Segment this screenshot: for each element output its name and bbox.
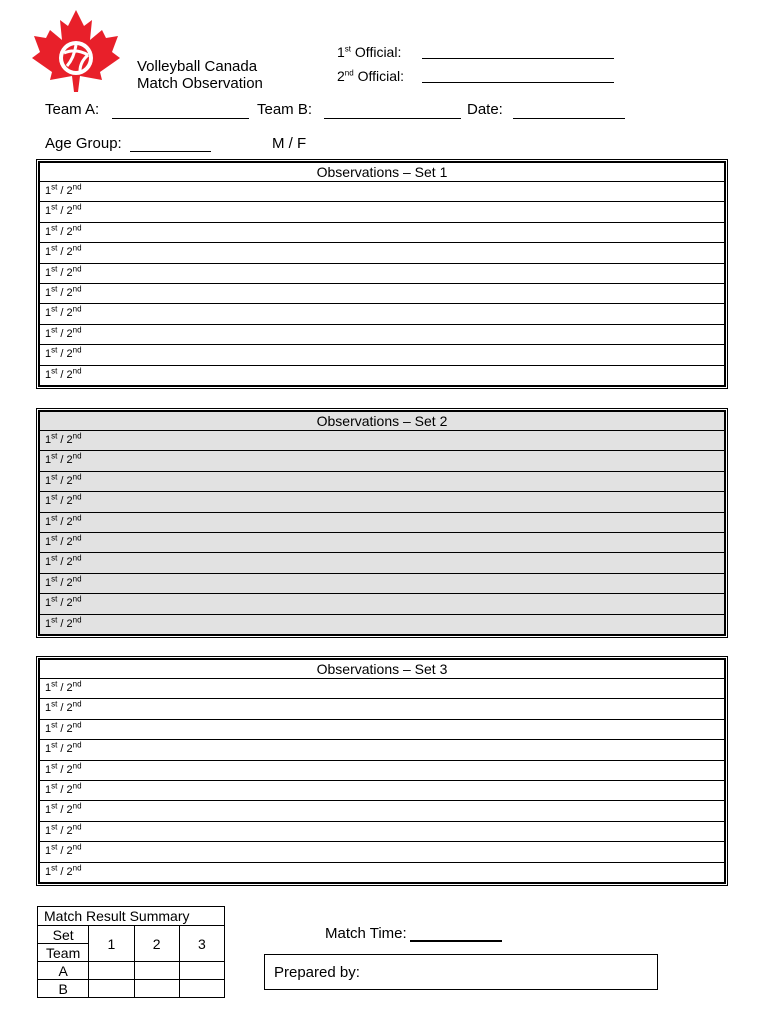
observations-set-3 — [38, 658, 726, 884]
second-official-label: 2nd Official: — [337, 68, 405, 84]
observation-row[interactable] — [40, 552, 724, 572]
referee-label: 1st / 2nd — [45, 614, 82, 630]
score-cell[interactable] — [89, 962, 134, 980]
set-title: Observations – Set 1 — [316, 164, 448, 180]
observation-row[interactable] — [40, 719, 724, 739]
observation-row[interactable] — [40, 512, 724, 532]
observation-row[interactable] — [40, 222, 724, 242]
observations-set-2 — [38, 410, 726, 636]
referee-label: 1st / 2nd — [45, 472, 82, 487]
referee-label: 1st / 2nd — [45, 451, 82, 467]
referee-label: 1st / 2nd — [45, 492, 82, 508]
referee-label: 1st / 2nd — [45, 822, 82, 837]
summary-set-number: 2 — [134, 926, 179, 962]
summary-team-label: Team — [38, 944, 89, 962]
score-cell[interactable] — [89, 980, 134, 998]
observation-row[interactable] — [40, 242, 724, 262]
score-cell[interactable] — [134, 980, 179, 998]
first-official-field[interactable] — [422, 57, 614, 59]
observation-row[interactable] — [40, 760, 724, 780]
observation-row[interactable] — [40, 614, 724, 634]
score-cell[interactable] — [179, 980, 224, 998]
observation-row[interactable] — [40, 698, 724, 718]
summary-team-b: B — [38, 980, 89, 998]
referee-label: 1st / 2nd — [45, 202, 82, 218]
summary-set-number: 3 — [179, 926, 224, 962]
observation-row[interactable] — [40, 841, 724, 861]
referee-label: 1st / 2nd — [45, 740, 82, 756]
referee-label: 1st / 2nd — [45, 431, 82, 446]
set-title: Observations – Set 2 — [316, 413, 448, 429]
observation-row[interactable] — [40, 739, 724, 759]
referee-label: 1st / 2nd — [45, 842, 82, 858]
referee-label: 1st / 2nd — [45, 862, 82, 878]
referee-label: 1st / 2nd — [45, 594, 82, 610]
prepared-by-label: Prepared by: — [274, 964, 360, 981]
referee-label: 1st / 2nd — [45, 533, 82, 548]
form-title: Match Observation — [137, 75, 263, 92]
referee-label: 1st / 2nd — [45, 345, 82, 361]
summary-team-a: A — [38, 962, 89, 980]
first-official-label: 1st Official: — [337, 44, 402, 60]
observation-row[interactable] — [40, 201, 724, 221]
observation-row[interactable] — [40, 491, 724, 511]
referee-label: 1st / 2nd — [45, 304, 82, 320]
referee-label: 1st / 2nd — [45, 512, 82, 528]
referee-label: 1st / 2nd — [45, 263, 82, 279]
team-b-label: Team B: — [257, 101, 313, 118]
prepared-by-box[interactable] — [264, 954, 658, 990]
referee-label: 1st / 2nd — [45, 760, 82, 776]
team-a-label: Team A: — [45, 101, 100, 118]
observation-row[interactable] — [40, 365, 724, 385]
referee-label: 1st / 2nd — [45, 284, 82, 299]
org-name: Volleyball Canada — [137, 58, 258, 75]
referee-label: 1st / 2nd — [45, 801, 82, 817]
team-b-field[interactable] — [324, 117, 461, 119]
observation-row[interactable] — [40, 593, 724, 613]
second-official-field[interactable] — [422, 81, 614, 83]
age-group-label: Age Group: — [45, 135, 122, 152]
age-group-field[interactable] — [130, 150, 211, 152]
observation-row[interactable] — [40, 800, 724, 820]
gender-label: M / F — [272, 135, 307, 152]
date-field[interactable] — [513, 117, 625, 119]
observation-row[interactable] — [40, 303, 724, 323]
referee-label: 1st / 2nd — [45, 699, 82, 715]
score-cell[interactable] — [179, 962, 224, 980]
summary-set-label: Set — [38, 926, 89, 944]
observation-row[interactable] — [40, 430, 724, 450]
match-result-summary-table — [37, 906, 225, 998]
referee-label: 1st / 2nd — [45, 182, 82, 197]
referee-label: 1st / 2nd — [45, 679, 82, 694]
observation-row[interactable] — [40, 283, 724, 303]
observation-row[interactable] — [40, 532, 724, 552]
observation-row[interactable] — [40, 344, 724, 364]
observation-row[interactable] — [40, 780, 724, 800]
observation-row[interactable] — [40, 450, 724, 470]
observation-row[interactable] — [40, 471, 724, 491]
observation-row[interactable] — [40, 862, 724, 882]
summary-set-number: 1 — [89, 926, 134, 962]
referee-label: 1st / 2nd — [45, 781, 82, 796]
set-title: Observations – Set 3 — [316, 661, 448, 677]
maple-leaf-volleyball-logo-icon — [30, 8, 122, 92]
observation-row[interactable] — [40, 263, 724, 283]
referee-label: 1st / 2nd — [45, 574, 82, 589]
observation-row[interactable] — [40, 821, 724, 841]
observation-row[interactable] — [40, 324, 724, 344]
observation-row[interactable] — [40, 678, 724, 698]
observation-row[interactable] — [40, 573, 724, 593]
referee-label: 1st / 2nd — [45, 553, 82, 569]
referee-label: 1st / 2nd — [45, 720, 82, 735]
score-cell[interactable] — [134, 962, 179, 980]
referee-label: 1st / 2nd — [45, 223, 82, 238]
referee-label: 1st / 2nd — [45, 243, 82, 259]
team-a-field[interactable] — [112, 117, 249, 119]
observation-row[interactable] — [40, 181, 724, 201]
observations-set-1 — [38, 161, 726, 387]
match-time-field[interactable] — [410, 940, 502, 942]
summary-caption: Match Result Summary — [38, 907, 225, 926]
referee-label: 1st / 2nd — [45, 365, 82, 381]
referee-label: 1st / 2nd — [45, 325, 82, 340]
match-time-label: Match Time: — [325, 925, 407, 942]
date-label: Date: — [467, 101, 503, 118]
